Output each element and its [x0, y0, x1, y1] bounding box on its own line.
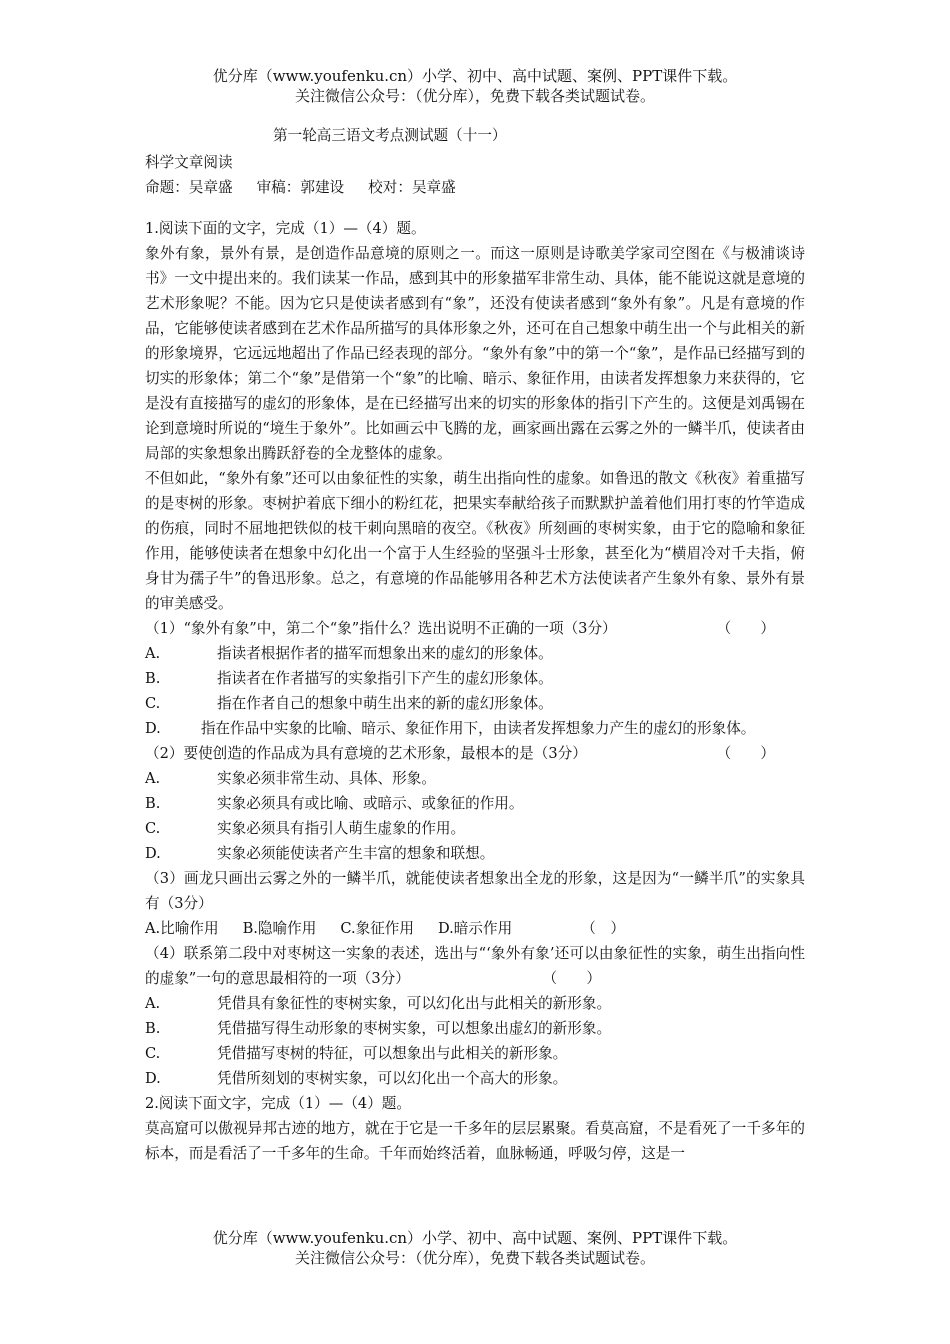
option-b: B. 指读者在作者描写的实象指引下产生的虚幻形象体。	[145, 670, 553, 687]
q1-sub1-stem: （1）“象外有象”中，第二个“象”指什么？选出说明不正确的一项（3分） （ ）	[145, 616, 805, 641]
option-c: C. 实象必须具有指引人萌生虚象的作用。	[145, 820, 466, 837]
option-b: B. 实象必须具有或比喻、或暗示、或象征的作用。	[145, 795, 524, 812]
credit-author: 命题：吴章盛	[145, 179, 233, 196]
answer-paren: （ ）	[549, 970, 601, 987]
option-d: D.暗示作用	[437, 920, 513, 937]
option-c: C. 指在作者自己的想象中萌生出来的新的虚幻形象体。	[145, 695, 553, 712]
header-line-1: 优分库（www.youfenku.cn）小学、初中、高中试题、案例、PPT课件下载。	[212, 67, 738, 85]
doc-title: 第一轮高三语文考点测试题（十一）	[273, 127, 507, 144]
answer-paren: （ ）	[716, 745, 775, 762]
subject-line: 科学文章阅读	[145, 154, 233, 171]
option-d: D. 指在作品中实象的比喻、暗示、象征作用下，由读者发挥想象力产生的虚幻的形象体。	[145, 720, 756, 737]
footer-line-2: 关注微信公众号：（优分库），免费下载各类试题试卷。	[294, 1249, 655, 1267]
header-line-2: 关注微信公众号：（优分库），免费下载各类试题试卷。	[294, 87, 655, 105]
option-a: A.比喻作用	[145, 920, 219, 937]
q1-paragraph-2: 不但如此，“象外有象”还可以由象征性的实象，萌生出指向性的虚象。如鲁迅的散文《秋夜》着重描写的是枣树的形象。枣树护着底下细小的粉红花，把果实奉献给孩子而默默护盖着他们用打枣的竹竿造成的伤痕，同时不屈地把铁似的枝干刺向黑暗的夜空。《秋夜》所刻画的枣树实象，由于它的隐喻和象征作用，能够使读者在想象中幻化出一个富于人生经验的坚强斗士形象，甚至化为“横眉冷对千夫指，俯身甘为孺子牛”的鲁迅形象。总之，有意境的作品能够用各种艺术方法使读者产生象外有象、景外有景的审美感受。	[145, 470, 805, 612]
page-footer	[0, 1228, 950, 1268]
option-b: B. 凭借描写得生动形象的枣树实象，可以想象出虚幻的新形象。	[145, 1020, 612, 1037]
q2-intro: 2.阅读下面文字，完成（1）—（4）题。	[145, 1095, 411, 1112]
q2-paragraph-1: 莫高窟可以傲视异邦古迹的地方，就在于它是一千多年的层层累聚。看莫高窟，不是看死了一千多年的标本，而是看活了一千多年的生命。千年而始终活着，血脉畅通，呼吸匀停，这是一	[145, 1120, 805, 1162]
q1-sub3-options	[145, 916, 805, 941]
option-d: D. 凭借所刻划的枣树实象，可以幻化出一个高大的形象。	[145, 1070, 568, 1087]
page-header	[0, 66, 950, 106]
option-a: A. 凭借具有象征性的枣树实象，可以幻化出与此相关的新形象。	[145, 995, 612, 1012]
q1-sub3-stem: （3）画龙只画出云雾之外的一鳞半爪，就能使读者想象出全龙的形象，这是因为“一鳞半爪”的实象具有（3分）	[145, 870, 805, 912]
q1-sub4-stem: （4）联系第二段中对枣树这一实象的表述，选出与“‘象外有象’还可以由象征性的实象，萌生出指向性的虚象”一句的意思最相符的一项（3分） （ ）	[145, 945, 805, 987]
credit-proofreader: 校对：吴章盛	[368, 179, 456, 196]
answer-paren: （ ）	[581, 920, 625, 937]
credit-reviewer: 审稿：郭建设	[256, 179, 345, 196]
q1-paragraph-1: 象外有象，景外有景，是创造作品意境的原则之一。而这一原则是诗歌美学家司空图在《与极浦谈诗书》一文中提出来的。我们读某一作品，感到其中的形象描军非常生动、具体，能不能说这就是意境的艺术形象呢？不能。因为它只是使读者感到有“象”，还没有使读者感到“象外有象”。凡是有意境的作品，它能够使读者感到在艺术作品所描写的具体形象之外，还可在自己想象中萌生出一个与此相关的新的形象境界，它远远地超出了作品已经表现的部分。“象外有象”中的第一个“象”，是作品已经描写到的切实的形象体；第二个“象”是借第一个“象”的比喻、暗示、象征作用，由读者发挥想象力来获得的，它是没有直接描写的虚幻的形象体，是在已经描写出来的切实的形象体的指引下产生的。这便是刘禹锡在论到意境时所说的“境生于象外”。比如画云中飞腾的龙，画家画出露在云雾之外的一鳞半爪，使读者由局部的实象想象出腾跃舒卷的全龙整体的虚象。	[145, 245, 805, 462]
option-c: C. 凭借描写枣树的特征，可以想象出与此相关的新形象。	[145, 1045, 568, 1062]
q1-intro: 1.阅读下面的文字，完成（1）—（4）题。	[145, 220, 426, 237]
answer-paren: （ ）	[716, 620, 775, 637]
doc-body	[145, 150, 805, 1166]
credit-line	[145, 175, 805, 200]
option-c: C.象征作用	[340, 920, 414, 937]
footer-line-1: 优分库（www.youfenku.cn）小学、初中、高中试题、案例、PPT课件下载。	[212, 1229, 738, 1247]
option-d: D. 实象必须能使读者产生丰富的想象和联想。	[145, 845, 495, 862]
option-b: B.隐喻作用	[242, 920, 317, 937]
q1-sub2-stem: （2）要使创造的作品成为具有意境的艺术形象，最根本的是（3分） （ ）	[145, 741, 805, 766]
option-a: A. 指读者根据作者的描军而想象出来的虚幻的形象体。	[145, 645, 553, 662]
option-a: A. 实象必须非常生动、具体、形象。	[145, 770, 436, 787]
